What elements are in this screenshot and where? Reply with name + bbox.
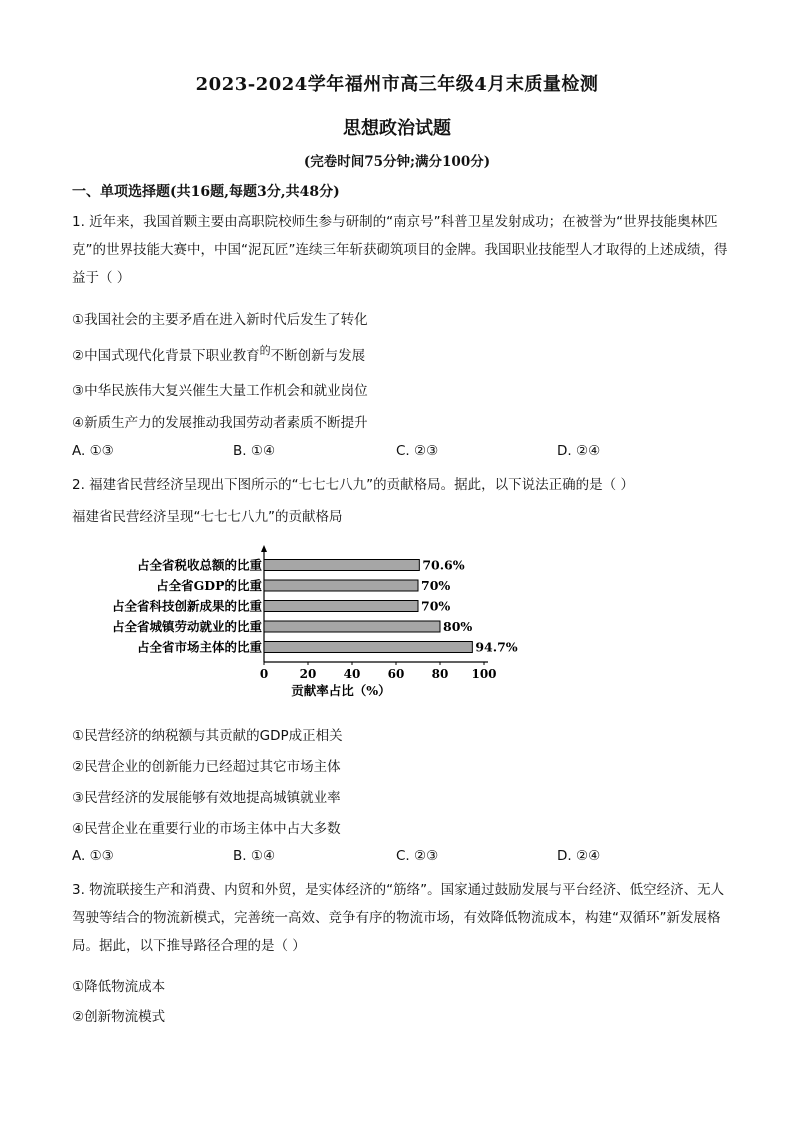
question-1-option-b[interactable]: B. ①④ <box>233 443 276 459</box>
question-2-statement-1: ①民营经济的纳税额与其贡献的GDP成正相关 <box>72 728 343 744</box>
y-axis-arrow <box>261 545 267 552</box>
chart-caption: 福建省民营经济呈现“七七七八九”的贡献格局 <box>72 509 343 525</box>
question-3-statement-2: ②创新物流模式 <box>72 1009 166 1025</box>
category-label: 占全省税收总额的比重 <box>136 557 262 573</box>
x-tick-label: 0 <box>259 667 269 681</box>
x-tick-label: 20 <box>299 667 317 681</box>
exam-subject: 思想政治试题 <box>343 118 451 139</box>
data-label: 70% <box>421 598 451 614</box>
statement-2-part-a: ②中国式现代化背景下职业教育 <box>72 348 260 364</box>
question-3-stem: 3. 物流联接生产和消费、内贸和外贸，是实体经济的“筋络”。国家通过鼓励发展与平台经济、低空经济、无人驾驶等结合的物流新模式，完善统一高效、竞争有序的物流市场，有效降低物流成本，构建“双循环”新发展格局。据此，以下推导路径合理的是（ ） <box>72 882 725 954</box>
data-label: 70% <box>421 578 451 593</box>
statement-2-superscript: 的 <box>259 344 271 357</box>
x-tick-label: 100 <box>471 667 497 681</box>
data-label: 94.7% <box>475 639 518 655</box>
chart-bar <box>264 560 419 571</box>
category-label: 占全省GDP的比重 <box>156 578 262 593</box>
section-heading: 一、单项选择题(共16题,每题3分,共48分) <box>72 184 340 200</box>
question-2-statement-4: ④民营企业在重要行业的市场主体中占大多数 <box>72 821 341 837</box>
x-axis-label: 贡献率占比（%） <box>291 683 391 698</box>
x-tick-label: 60 <box>387 667 405 681</box>
chart-layer <box>112 545 518 698</box>
question-1-option-a[interactable]: A. ①③ <box>72 443 114 459</box>
chart-bar <box>264 642 472 653</box>
question-2-option-a[interactable]: A. ①③ <box>72 848 114 864</box>
question-1-statement-2 <box>72 344 365 364</box>
question-3-statement-1: ①降低物流成本 <box>72 979 166 995</box>
data-label: 80% <box>443 619 473 634</box>
exam-title: 2023-2024学年福州市高三年级4月末质量检测 <box>195 74 599 95</box>
chart-bar <box>264 580 418 591</box>
statement-2-part-b: 不断创新与发展 <box>270 348 366 364</box>
question-1-option-d[interactable]: D. ②④ <box>557 443 601 459</box>
contribution-bar-chart <box>72 542 542 702</box>
data-label: 70.6% <box>422 557 465 573</box>
question-2-statement-3: ③民营经济的发展能够有效地提高城镇就业率 <box>72 790 341 806</box>
question-1-statement-1: ①我国社会的主要矛盾在进入新时代后发生了转化 <box>72 312 368 328</box>
question-1-statement-3: ③中华民族伟大复兴催生大量工作机会和就业岗位 <box>72 383 368 399</box>
category-label: 占全省城镇劳动就业的比重 <box>111 619 262 634</box>
question-2-stem: 2. 福建省民营经济呈现出下图所示的“七七七八九”的贡献格局。据此，以下说法正确的是（ ） <box>72 477 634 493</box>
category-label: 占全省市场主体的比重 <box>136 639 262 655</box>
exam-time-note: (完卷时间75分钟;满分100分) <box>303 154 491 170</box>
question-2-option-b[interactable]: B. ①④ <box>233 848 276 864</box>
x-tick-label: 80 <box>431 667 449 681</box>
chart-bar <box>264 621 440 632</box>
question-2-statement-2: ②民营企业的创新能力已经超过其它市场主体 <box>72 759 341 775</box>
question-1-statement-4: ④新质生产力的发展推动我国劳动者素质不断提升 <box>72 415 368 431</box>
question-1-option-c[interactable]: C. ②③ <box>396 443 439 459</box>
category-label: 占全省科技创新成果的比重 <box>111 598 262 614</box>
question-2-option-d[interactable]: D. ②④ <box>557 848 601 864</box>
x-tick-label: 40 <box>343 667 361 681</box>
chart-bar <box>264 601 418 612</box>
question-2-option-c[interactable]: C. ②③ <box>396 848 439 864</box>
question-1-stem: 1. 近年来，我国首颗主要由高职院校师生参与研制的“南京号”科普卫星发射成功；在被誉为“世界技能奥林匹克”的世界技能大赛中，中国“泥瓦匠”连续三年斩获砌筑项目的金牌。我国职业技能型人才取得的上述成绩，得益于（ ） <box>72 214 728 286</box>
